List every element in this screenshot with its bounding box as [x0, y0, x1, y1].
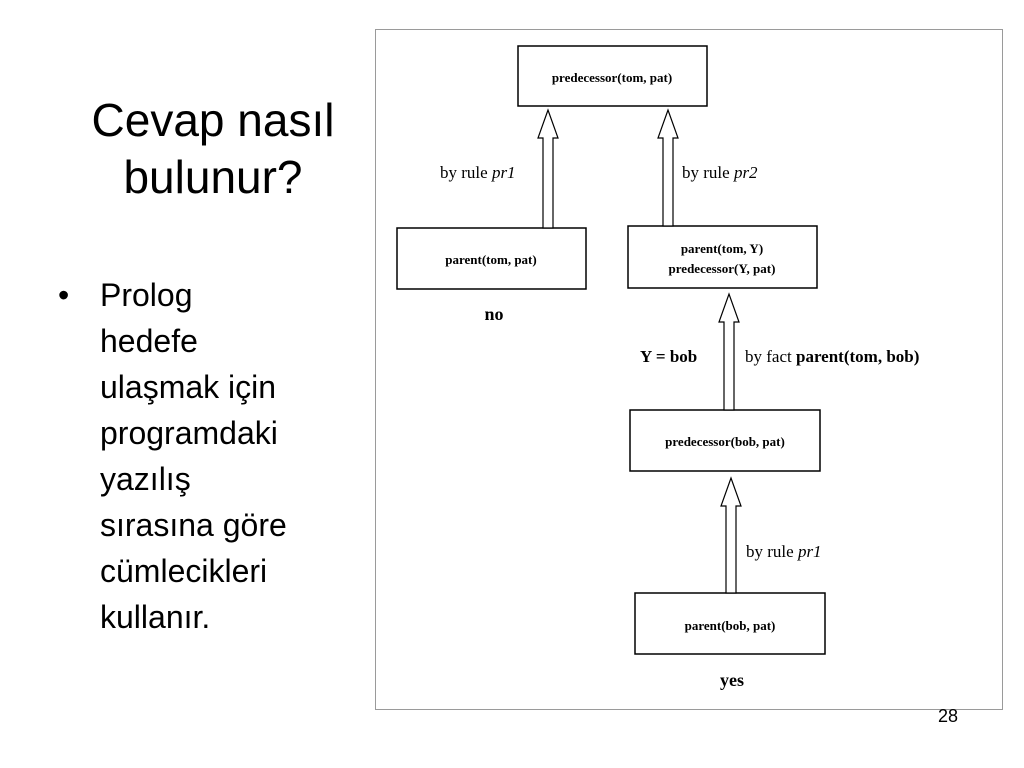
- bullet-line: kullanır.: [100, 599, 211, 635]
- fact-clause: parent(tom, bob): [795, 347, 920, 366]
- bottom-rule-prefix: by rule: [746, 542, 798, 561]
- fact-prefix: by fact: [745, 347, 796, 366]
- right-subgoal-label-1: parent(tom, Y): [680, 241, 764, 256]
- bullet-line: cümlecikleri: [100, 553, 268, 589]
- bullet-line: ulaşmak için: [100, 369, 277, 405]
- bottom-rule-arrow: [721, 478, 741, 593]
- bullet-line: hedefe: [100, 323, 198, 359]
- title-line-1: Cevap nasıl: [91, 94, 335, 146]
- left-rule-arrow: [538, 110, 558, 228]
- right-subgoal-node: [628, 226, 817, 288]
- left-subgoal-label: parent(tom, pat): [445, 252, 537, 267]
- left-rule-label: [440, 163, 516, 182]
- bottom-rule-name: pr1: [797, 542, 822, 561]
- middle-goal-label: predecessor(bob, pat): [665, 434, 785, 449]
- binding-label: Y = bob: [640, 347, 698, 366]
- bullet-marker: •: [58, 277, 70, 313]
- bottom-result-yes: yes: [720, 670, 744, 690]
- fact-label: [745, 347, 919, 366]
- bullet-line: sırasına göre: [100, 507, 287, 543]
- right-rule-label: [682, 163, 758, 182]
- right-rule-arrow: [658, 110, 678, 226]
- bullet-line: yazılış: [100, 461, 191, 497]
- right-rule-prefix: by rule: [682, 163, 734, 182]
- left-rule-prefix: by rule: [440, 163, 492, 182]
- page-number: 28: [938, 706, 959, 726]
- bullet-line: Prolog: [100, 277, 193, 313]
- left-rule-name: pr1: [491, 163, 516, 182]
- title-line-2: bulunur?: [123, 151, 303, 203]
- bullet-line: programdaki: [100, 415, 278, 451]
- left-result-no: no: [484, 304, 504, 324]
- goal-node-label: predecessor(tom, pat): [551, 70, 673, 85]
- fact-arrow: [719, 294, 739, 410]
- bottom-goal-label: parent(bob, pat): [684, 618, 776, 633]
- right-subgoal-label-2: predecessor(Y, pat): [668, 261, 776, 276]
- bottom-rule-label: [746, 542, 822, 561]
- right-rule-name: pr2: [733, 163, 758, 182]
